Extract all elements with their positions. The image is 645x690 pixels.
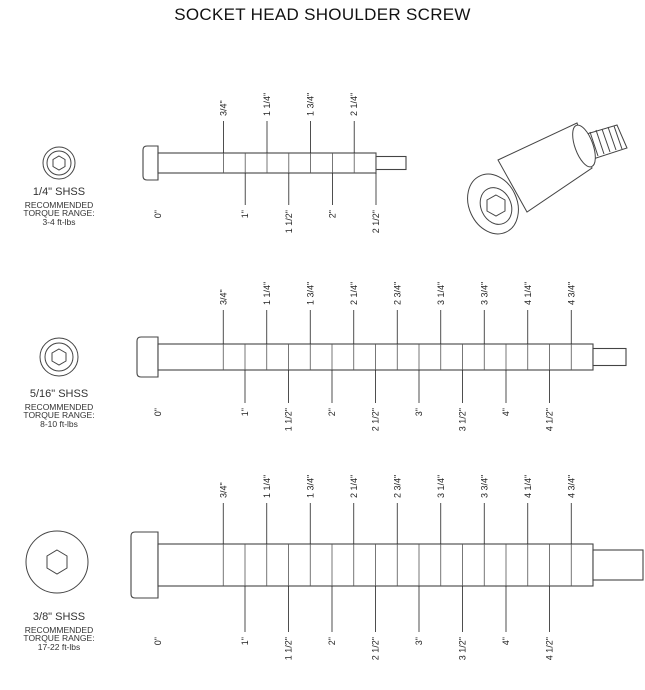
bottom-tick-label: 2 1/2"	[371, 210, 381, 234]
screw-side-view	[137, 282, 626, 431]
screw-size-label: 5/16" SHSS	[29, 388, 89, 400]
torque-caption: RECOMMENDED	[24, 199, 94, 210]
bottom-tick-label: 4 1/2"	[544, 408, 555, 432]
torque-caption: TORQUE RANGE:	[23, 633, 95, 644]
torque-caption: TORQUE RANGE:	[23, 410, 95, 421]
screw-side-view	[131, 475, 643, 660]
top-tick-label: 1 1/4"	[261, 474, 272, 498]
screw-thread	[593, 349, 626, 366]
top-tick-label: 1 1/4"	[261, 281, 272, 305]
end-view-three-eighths	[26, 531, 88, 593]
screw-3d-view	[458, 122, 627, 242]
top-tick-label: 3/4"	[218, 482, 229, 498]
bottom-tick-label: 1 1/2"	[283, 408, 294, 432]
screw-size-label: 3/8" SHSS	[32, 611, 86, 623]
bottom-tick-label: 1"	[240, 408, 250, 417]
torque-value: 17-22 ft-lbs	[37, 642, 81, 653]
torque-caption: RECOMMENDED	[24, 624, 94, 635]
top-tick-label: 2 1/4"	[348, 474, 359, 498]
top-tick-label: 3 1/4"	[435, 281, 446, 305]
bottom-tick-label: 3"	[414, 637, 424, 646]
screw-head	[143, 146, 158, 180]
page-title: SOCKET HEAD SHOULDER SCREW	[174, 5, 471, 24]
top-tick-label: 3 3/4"	[479, 281, 490, 305]
bottom-tick-label: 2 1/2"	[370, 637, 381, 661]
bottom-tick-label: 1"	[240, 210, 251, 219]
top-tick-label: 3/4"	[218, 289, 229, 305]
end-view-five-sixteenths	[40, 338, 78, 376]
bottom-tick-label: 3 1/2"	[457, 408, 468, 432]
top-tick-label: 1 1/4"	[262, 92, 272, 116]
top-tick-label: 1 3/4"	[305, 281, 316, 305]
top-tick-label: 2 1/4"	[349, 92, 360, 116]
end-view-quarter	[43, 147, 75, 179]
bottom-tick-label: 1"	[240, 637, 250, 646]
top-tick-label: 3/4"	[218, 100, 229, 116]
bottom-tick-label: 2"	[327, 210, 338, 219]
screw-head	[137, 337, 158, 377]
top-tick-label: 4 1/4"	[522, 474, 533, 498]
bottom-tick-label: 4"	[501, 408, 511, 417]
top-tick-label: 3 3/4"	[479, 474, 490, 498]
bottom-tick-label: 3"	[414, 408, 424, 417]
top-tick-label: 2 3/4"	[392, 474, 403, 498]
top-tick-label: 2 3/4"	[392, 281, 403, 305]
torque-caption: RECOMMENDED	[24, 401, 94, 412]
bottom-tick-label: 4 1/2"	[544, 637, 555, 661]
bottom-tick-label: 0"	[153, 210, 163, 219]
top-tick-label: 3 1/4"	[435, 474, 446, 498]
screw-side-view	[143, 93, 406, 233]
top-tick-label: 2 1/4"	[348, 281, 359, 305]
bottom-tick-label: 1 1/2"	[283, 637, 294, 661]
bottom-tick-label: 3 1/2"	[457, 637, 468, 661]
top-tick-label: 4 3/4"	[566, 474, 577, 498]
screw-head	[131, 532, 158, 598]
screw-size-label: 1/4" SHSS	[32, 186, 86, 198]
torque-caption: TORQUE RANGE:	[23, 208, 95, 219]
bottom-tick-label: 2 1/2"	[370, 408, 381, 432]
top-tick-label: 1 3/4"	[305, 92, 316, 116]
top-tick-label: 1 3/4"	[305, 474, 316, 498]
bottom-tick-label: 1 1/2"	[283, 210, 294, 234]
torque-value: 3-4 ft-lbs	[42, 217, 76, 228]
torque-value: 8-10 ft-lbs	[40, 419, 78, 430]
bottom-tick-label: 2"	[327, 637, 337, 646]
screw-thread	[593, 550, 643, 580]
bottom-tick-label: 2"	[327, 408, 337, 417]
bottom-tick-label: 0"	[153, 408, 163, 417]
bottom-tick-label: 0"	[153, 637, 163, 646]
screw-thread	[376, 157, 406, 170]
top-tick-label: 4 1/4"	[522, 281, 533, 305]
bottom-tick-label: 4"	[501, 637, 511, 646]
top-tick-label: 4 3/4"	[566, 281, 577, 305]
